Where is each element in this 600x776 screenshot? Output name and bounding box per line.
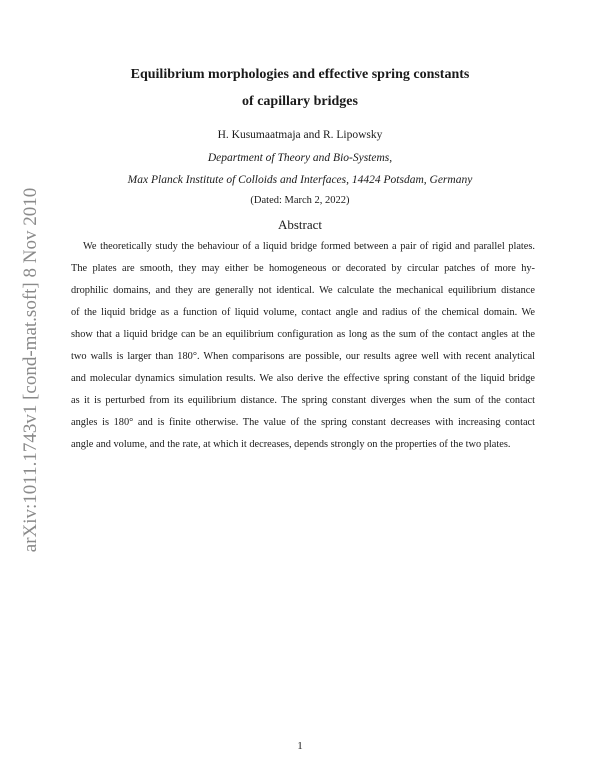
abstract-line: two walls is larger than 180°. When comparisons are possible, our results agree well with recent analytical (71, 351, 535, 362)
paper-title-line-2: of capillary bridges (242, 94, 358, 109)
abstract-line: and molecular dynamics simulation results. We also derive the effective spring constant of the liquid bridge (71, 373, 535, 384)
paper-title-line-1: Equilibrium morphologies and effective spring constants (130, 67, 470, 82)
abstract-line: as it is perturbed from its equilibrium distance. The spring constant diverges when the sum of the contact (71, 395, 535, 406)
abstract-line: The plates are smooth, they may either be homogeneous or decorated by circular patches of more hy- (71, 263, 535, 274)
affiliation-line-1: Department of Theory and Bio-Systems, (207, 152, 393, 164)
affiliation-line-2: Max Planck Institute of Colloids and Interfaces, 14424 Potsdam, Germany (127, 174, 473, 186)
abstract-line: drophilic domains, and they are generally not identical. We calculate the mechanical equilibrium distance (71, 285, 535, 296)
abstract-line: angles is 180° and is finite otherwise. The value of the spring constant decreases with increasing contact (71, 417, 535, 428)
abstract-line: of the liquid bridge as a function of liquid volume, contact angle and radius of the chemical domain. We (71, 307, 535, 318)
author-list: H. Kusumaatmaja and R. Lipowsky (217, 129, 383, 141)
page-number: 1 (297, 740, 303, 752)
abstract-heading: Abstract (277, 217, 323, 232)
dated-line: (Dated: March 2, 2022) (250, 195, 350, 206)
abstract-line: show that a liquid bridge can be an equilibrium configuration as long as the sum of the contact angles at the (71, 329, 535, 340)
arxiv-stamp-text: arXiv:1011.1743v1 [cond-mat.soft] 8 Nov 2010 (20, 187, 41, 553)
abstract-line: angle and volume, and the rate, at which it decreases, depends strongly on the properties of the two plates. (71, 439, 511, 450)
abstract-line: We theoretically study the behaviour of a liquid bridge formed between a pair of rigid and parallel plates. (83, 241, 535, 252)
